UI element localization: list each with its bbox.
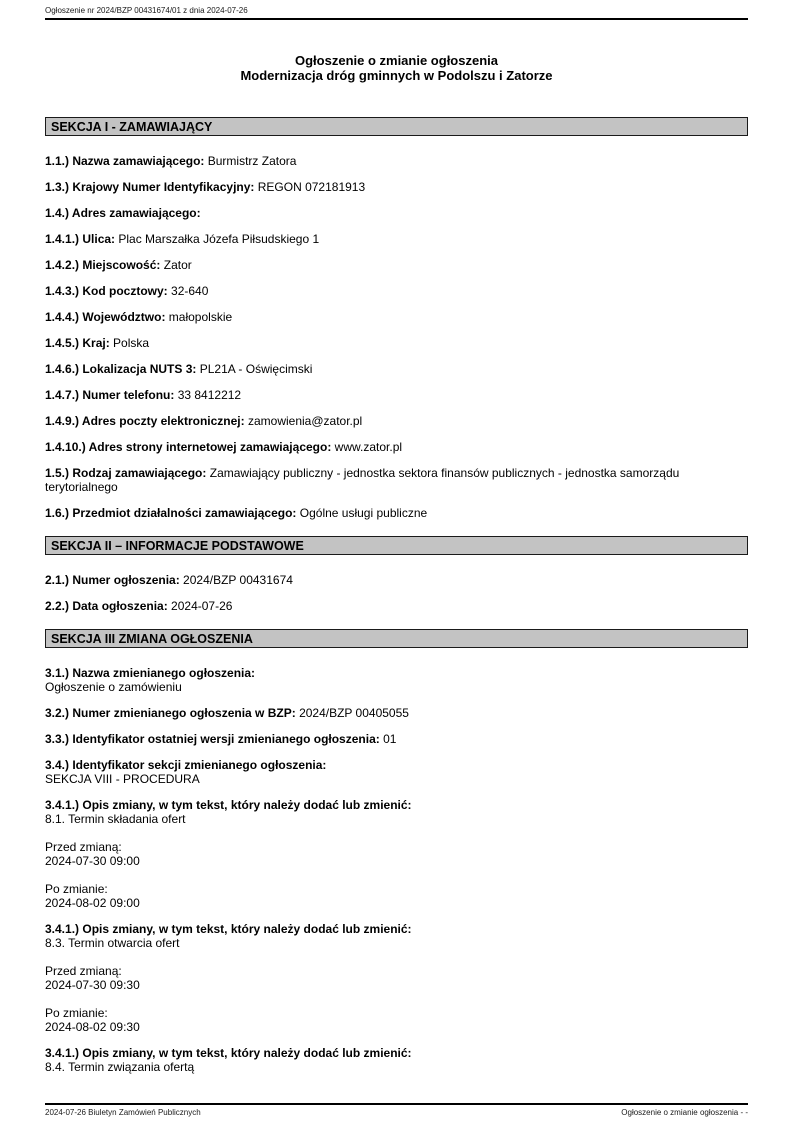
field-value: Burmistrz Zatora <box>207 154 297 168</box>
section-3-heading-label: SEKCJA III ZMIANA OGŁOSZENIA <box>51 631 253 646</box>
field-label: 3.4.) Identyfikator sekcji zmienianego ogłoszenia: <box>45 758 327 772</box>
section-1-heading-label: SEKCJA I - ZAMAWIAJĄCY <box>51 119 213 134</box>
field-label: 1.3.) Krajowy Numer Identyfikacyjny: <box>45 180 255 194</box>
field-row-1-4-10 <box>45 440 748 454</box>
change-before <box>45 964 748 992</box>
change-block-3 <box>45 1046 748 1074</box>
field-row-1-1 <box>45 154 748 168</box>
field-value: Plac Marszałka Józefa Piłsudskiego 1 <box>118 232 320 246</box>
field-value: 33 8412212 <box>177 388 242 402</box>
field-value: 2024/BZP 00405055 <box>299 706 409 720</box>
change-before-label: Przed zmianą: <box>45 964 122 978</box>
change-subject: 8.4. Termin związania ofertą <box>45 1060 195 1074</box>
field-value: Ogólne usługi publiczne <box>299 506 428 520</box>
field-value: Zamawiający publiczny - jednostka sektora finansów publicznych - jednostka samorządu terytorialnego <box>45 466 680 494</box>
change-after <box>45 1006 748 1034</box>
field-row-1-4 <box>45 206 748 220</box>
field-value: małopolskie <box>168 310 233 324</box>
field-label: 1.4.10.) Adres strony internetowej zamawiającego: <box>45 440 332 454</box>
title-line-1: Ogłoszenie o zmianie ogłoszenia <box>295 53 498 68</box>
change-block-2 <box>45 922 748 1034</box>
field-row-1-4-4 <box>45 310 748 324</box>
field-row-2-2 <box>45 599 748 613</box>
field-value: www.zator.pl <box>334 440 403 454</box>
title-line-2: Modernizacja dróg gminnych w Podolszu i Zatorze <box>240 68 553 83</box>
change-subject: 8.3. Termin otwarcia ofert <box>45 936 180 950</box>
footer-right: Ogłoszenie o zmianie ogłoszenia - - <box>621 1108 748 1117</box>
footer-left: 2024-07-26 Biuletyn Zamówień Publicznych <box>45 1108 201 1117</box>
field-label: 1.4.7.) Numer telefonu: <box>45 388 175 402</box>
page-header-meta: Ogłoszenie nr 2024/BZP 00431674/01 z dnia 2024-07-26 <box>45 6 248 15</box>
footer-rule <box>45 1103 748 1105</box>
field-label: 1.4.9.) Adres poczty elektronicznej: <box>45 414 245 428</box>
change-after-value: 2024-08-02 09:00 <box>45 896 140 910</box>
change-label: 3.4.1.) Opis zmiany, w tym tekst, który należy dodać lub zmienić: <box>45 922 412 936</box>
field-label: 2.2.) Data ogłoszenia: <box>45 599 168 613</box>
change-subject: 8.1. Termin składania ofert <box>45 812 186 826</box>
field-row-3-2 <box>45 706 748 720</box>
field-row-3-1 <box>45 666 748 694</box>
field-row-1-4-2 <box>45 258 748 272</box>
change-label: 3.4.1.) Opis zmiany, w tym tekst, który należy dodać lub zmienić: <box>45 1046 412 1060</box>
field-label: 1.4.4.) Województwo: <box>45 310 166 324</box>
field-label: 1.4.1.) Ulica: <box>45 232 116 246</box>
field-row-1-3 <box>45 180 748 194</box>
field-row-1-4-9 <box>45 414 748 428</box>
field-label: 2.1.) Numer ogłoszenia: <box>45 573 180 587</box>
change-label: 3.4.1.) Opis zmiany, w tym tekst, który należy dodać lub zmienić: <box>45 798 412 812</box>
field-value: Zator <box>163 258 192 272</box>
field-label: 1.4.) Adres zamawiającego: <box>45 206 201 220</box>
field-label: 3.1.) Nazwa zmienianego ogłoszenia: <box>45 666 256 680</box>
field-row-2-1 <box>45 573 748 587</box>
field-value: SEKCJA VIII - PROCEDURA <box>45 772 200 786</box>
field-label: 1.4.2.) Miejscowość: <box>45 258 161 272</box>
field-label: 3.3.) Identyfikator ostatniej wersji zmienianego ogłoszenia: <box>45 732 380 746</box>
header-rule <box>45 18 748 20</box>
change-before <box>45 840 748 868</box>
field-row-1-4-1 <box>45 232 748 246</box>
change-before-label: Przed zmianą: <box>45 840 122 854</box>
field-value: 01 <box>383 732 397 746</box>
field-value: zamowienia@zator.pl <box>247 414 363 428</box>
field-row-3-4 <box>45 758 748 786</box>
field-row-3-3 <box>45 732 748 746</box>
change-before-value: 2024-07-30 09:30 <box>45 978 140 992</box>
change-before-value: 2024-07-30 09:00 <box>45 854 140 868</box>
field-row-1-4-7 <box>45 388 748 402</box>
section-1-heading <box>45 117 748 136</box>
field-row-1-4-3 <box>45 284 748 298</box>
field-label: 1.6.) Przedmiot działalności zamawiającego: <box>45 506 297 520</box>
field-value: REGON 072181913 <box>257 180 366 194</box>
change-block-1 <box>45 798 748 910</box>
document-title <box>45 53 748 83</box>
field-label: 1.4.3.) Kod pocztowy: <box>45 284 168 298</box>
change-after-label: Po zmianie: <box>45 882 108 896</box>
field-label: 1.1.) Nazwa zamawiającego: <box>45 154 205 168</box>
field-value: 32-640 <box>171 284 209 298</box>
page-footer <box>45 1103 748 1117</box>
field-row-1-6 <box>45 506 748 520</box>
field-label: 1.5.) Rodzaj zamawiającego: <box>45 466 207 480</box>
section-3-heading <box>45 629 748 648</box>
field-row-1-5 <box>45 466 748 494</box>
field-label: 3.2.) Numer zmienianego ogłoszenia w BZP: <box>45 706 296 720</box>
field-row-1-4-5 <box>45 336 748 350</box>
field-row-1-4-6 <box>45 362 748 376</box>
field-value: 2024/BZP 00431674 <box>183 573 293 587</box>
field-label: 1.4.5.) Kraj: <box>45 336 110 350</box>
field-value: 2024-07-26 <box>171 599 233 613</box>
change-after-value: 2024-08-02 09:30 <box>45 1020 140 1034</box>
section-2-heading <box>45 536 748 555</box>
field-value: PL21A - Oświęcimski <box>199 362 313 376</box>
field-label: 1.4.6.) Lokalizacja NUTS 3: <box>45 362 197 376</box>
field-value: Polska <box>113 336 150 350</box>
change-after-label: Po zmianie: <box>45 1006 108 1020</box>
section-2-heading-label: SEKCJA II – INFORMACJE PODSTAWOWE <box>51 538 304 553</box>
field-value: Ogłoszenie o zamówieniu <box>45 680 182 694</box>
change-after <box>45 882 748 910</box>
